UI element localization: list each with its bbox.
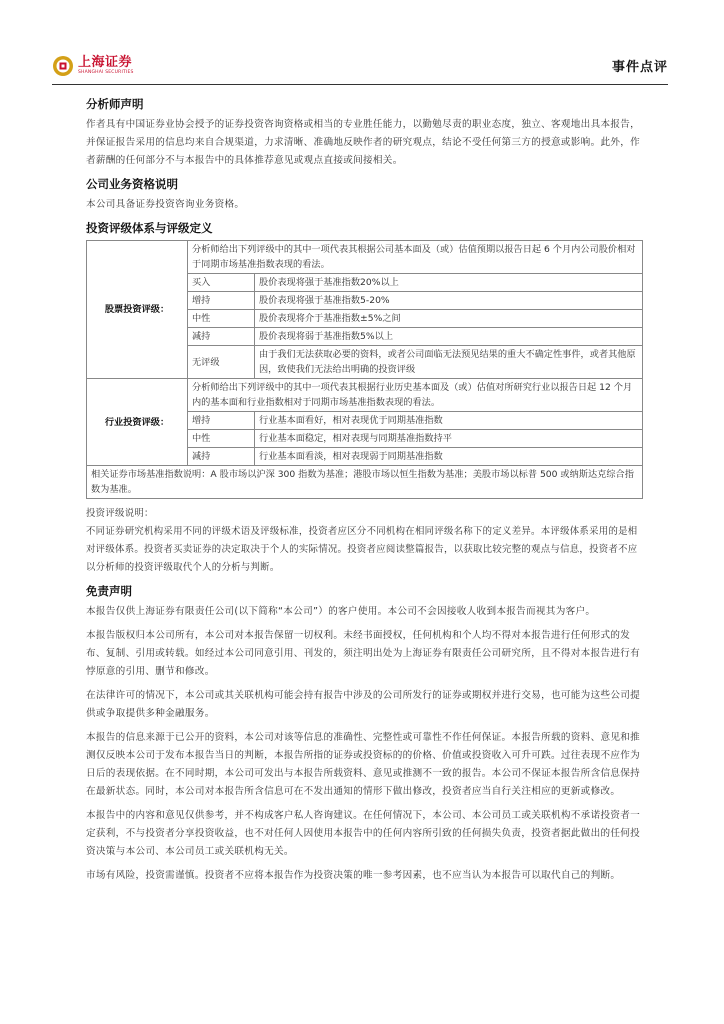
- rating-system-title: 投资评级体系与评级定义: [86, 221, 213, 235]
- rating-level: 减持: [188, 328, 255, 346]
- rating-level: 买入: [188, 274, 255, 292]
- rating-explain-title: 投资评级说明：: [86, 508, 154, 519]
- company-logo: [52, 52, 134, 80]
- rating-description: 股价表现将弱于基准指数5%以上: [255, 328, 643, 346]
- qualification-section: [86, 176, 646, 214]
- rating-description: 行业基本面看淡，相对表现弱于同期基准指数: [255, 448, 643, 466]
- page-header: [52, 52, 668, 82]
- rating-level: 增持: [188, 412, 255, 430]
- stock-rating-intro: 分析师给出下列评级中的其中一项代表其根据公司基本面及（或）估值预期以报告日起 6 个月内公司股价相对于同期市场基准指数表现的看法。: [188, 241, 643, 274]
- rating-description: 行业基本面看好，相对表现优于同期基准指数: [255, 412, 643, 430]
- stock-rating-label: 股票投资评级：: [87, 241, 188, 379]
- industry-rating-intro: 分析师给出下列评级中的其中一项代表其根据行业历史基本面及（或）估值对所研究行业以报告日起 12 个月内的基本面和行业指数相对于同期市场基准指数表现的看法。: [188, 379, 643, 412]
- rating-description: 股价表现将强于基准指数20%以上: [255, 274, 643, 292]
- rating-description: 股价表现将强于基准指数5-20%: [255, 292, 643, 310]
- analyst-statement-title: 分析师声明: [86, 97, 144, 111]
- table-row: [87, 466, 643, 499]
- qualification-title: 公司业务资格说明: [86, 177, 178, 191]
- disclaimer-paragraph: 在法律许可的情况下，本公司或其关联机构可能会持有报告中涉及的公司所发行的证券或期权并进行交易，也可能为这些公司提供或争取提供多种金融服务。: [86, 690, 641, 719]
- qualification-text: 本公司具备证券投资咨询业务资格。: [86, 199, 245, 210]
- rating-level: 减持: [188, 448, 255, 466]
- rating-description: 股价表现将介于基准指数±5%之间: [255, 310, 643, 328]
- disclaimer-section: [86, 583, 646, 885]
- table-row: [87, 379, 643, 412]
- rating-level: 增持: [188, 292, 255, 310]
- industry-rating-label: 行业投资评级：: [87, 379, 188, 466]
- rating-description: 由于我们无法获取必要的资料，或者公司面临无法预见结果的重大不确定性事件，或者其他原因，致使我们无法给出明确的投资评级: [255, 346, 643, 379]
- rating-description: 行业基本面稳定，相对表现与同期基准指数持平: [255, 430, 643, 448]
- table-row: [87, 241, 643, 274]
- analyst-statement-text: 作者具有中国证券业协会授予的证券投资咨询资格或相当的专业胜任能力，以勤勉尽责的职业态度，独立、客观地出具本报告，并保证报告采用的信息均来自合规渠道，力求清晰、准确地反映作者的研究观点，结论不受任何第三方的授意或影响。此外，作者薪酬的任何部分不与本报告中的具体推荐意见或观点直接或间接相关。: [86, 119, 641, 166]
- page-content: [86, 96, 646, 891]
- benchmark-note: 相关证券市场基准指数说明：A 股市场以沪深 300 指数为基准；港股市场以恒生指数为基准；美股市场以标普 500 或纳斯达克综合指数为基准。: [87, 466, 643, 499]
- disclaimer-title: 免责声明: [86, 584, 132, 598]
- disclaimer-paragraph: 本报告中的内容和意见仅供参考，并不构成客户私人咨询建议。在任何情况下，本公司、本公司员工或关联机构不承诺投资者一定获利，不与投资者分享投资收益，也不对任何人因使用本报告中的任何内容所引致的任何损失负责，投资者据此做出的任何投资决策与本公司、本公司员工或关联机构无关。: [86, 810, 641, 857]
- document-type: 事件点评: [611, 60, 668, 75]
- rating-explain-text: 不同证券研究机构采用不同的评级术语及评级标准，投资者应区分不同机构在相同评级名称下的定义差异。本评级体系采用的是相对评级体系。投资者买卖证券的决定取决于个人的实际情况。投资者应阅读整篇报告，以获取比较完整的观点与信息，投资者不应以分析师的投资评级取代个人的分析与判断。: [86, 526, 638, 573]
- rating-level: 中性: [188, 430, 255, 448]
- analyst-statement-section: [86, 96, 646, 170]
- disclaimer-paragraph: 市场有风险，投资需谨慎。投资者不应将本报告作为投资决策的唯一参考因素，也不应当认为本报告可以取代自己的判断。: [86, 870, 621, 881]
- logo-emblem-icon: [52, 55, 74, 77]
- logo-name: 上海证券: [78, 55, 133, 70]
- header-divider: [52, 84, 668, 85]
- rating-table: [86, 240, 643, 499]
- rating-system-section: [86, 220, 646, 577]
- disclaimer-paragraph: 本报告仅供上海证券有限责任公司(以下简称“本公司”）的客户使用。本公司不会因接收人收到本报告而视其为客户。: [86, 606, 596, 617]
- disclaimer-paragraph: 本报告版权归本公司所有，本公司对本报告保留一切权利。未经书面授权，任何机构和个人均不得对本报告进行任何形式的发布、复制、引用或转载。如经过本公司同意引用、刊发的，须注明出处为上海证券有限责任公司研究所，且不得对本报告进行有悖原意的引用、删节和修改。: [86, 630, 641, 677]
- logo-english-name: SHANGHAI SECURITIES: [78, 70, 134, 75]
- rating-level: 无评级: [188, 346, 255, 379]
- disclaimer-paragraph: 本报告的信息来源于已公开的资料，本公司对该等信息的准确性、完整性或可靠性不作任何保证。本报告所载的资料、意见和推测仅反映本公司于发布本报告当日的判断，本报告所指的证券或投资标的的价格、价值或投资收入可升可跌。过往表现不应作为日后的表现依据。在不同时期，本公司可发出与本报告所载资料、意见或推测不一致的报告。本公司不保证本报告所含信息保持在最新状态。同时，本公司对本报告所含信息可在不发出通知的情形下做出修改，投资者应当自行关注相应的更新或修改。: [86, 732, 641, 797]
- rating-level: 中性: [188, 310, 255, 328]
